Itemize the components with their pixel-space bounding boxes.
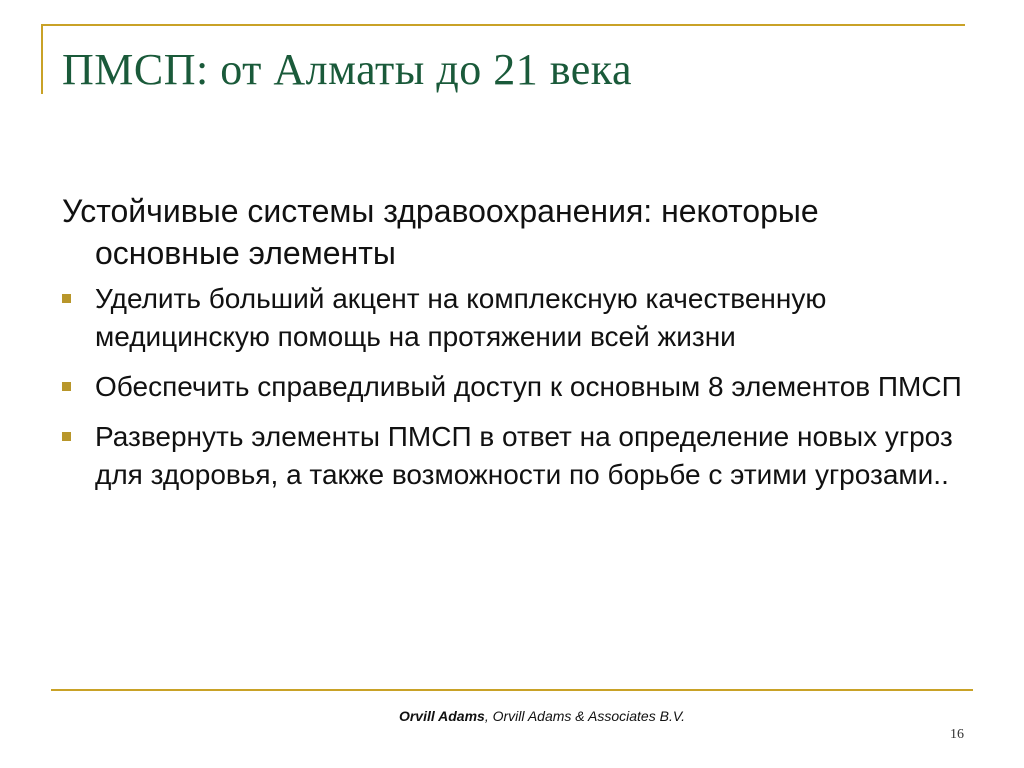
slide-body xyxy=(62,190,962,506)
slide-title: ПМСП: от Алматы до 21 века xyxy=(62,45,633,94)
list-item-text: Обеспечить справедливый доступ к основным 8 элементов ПМСП xyxy=(95,371,962,402)
square-bullet-icon xyxy=(62,294,71,303)
page-number: 16 xyxy=(950,727,964,742)
square-bullet-icon xyxy=(62,432,71,441)
footer-credit xyxy=(0,708,1024,724)
top-divider xyxy=(41,24,965,26)
bullet-list xyxy=(62,280,962,494)
left-divider xyxy=(41,24,43,94)
list-item-text: Уделить больший акцент на комплексную качественную медицинскую помощь на протяжении всей жизни xyxy=(95,283,827,352)
footer-author: Orvill Adams xyxy=(398,708,485,724)
list-item-text: Развернуть элементы ПМСП в ответ на определение новых угроз для здоровья, а также возможности по борьбе с этими угрозами.. xyxy=(95,421,953,490)
footer-affiliation: , Orvill Adams & Associates B.V. xyxy=(484,708,686,724)
bottom-divider xyxy=(51,689,973,691)
list-item xyxy=(62,368,962,406)
list-item xyxy=(62,418,962,494)
lead-text: Устойчивые системы здравоохранения: некоторые основные элементы xyxy=(62,193,819,271)
list-item xyxy=(62,280,962,356)
square-bullet-icon xyxy=(62,382,71,391)
